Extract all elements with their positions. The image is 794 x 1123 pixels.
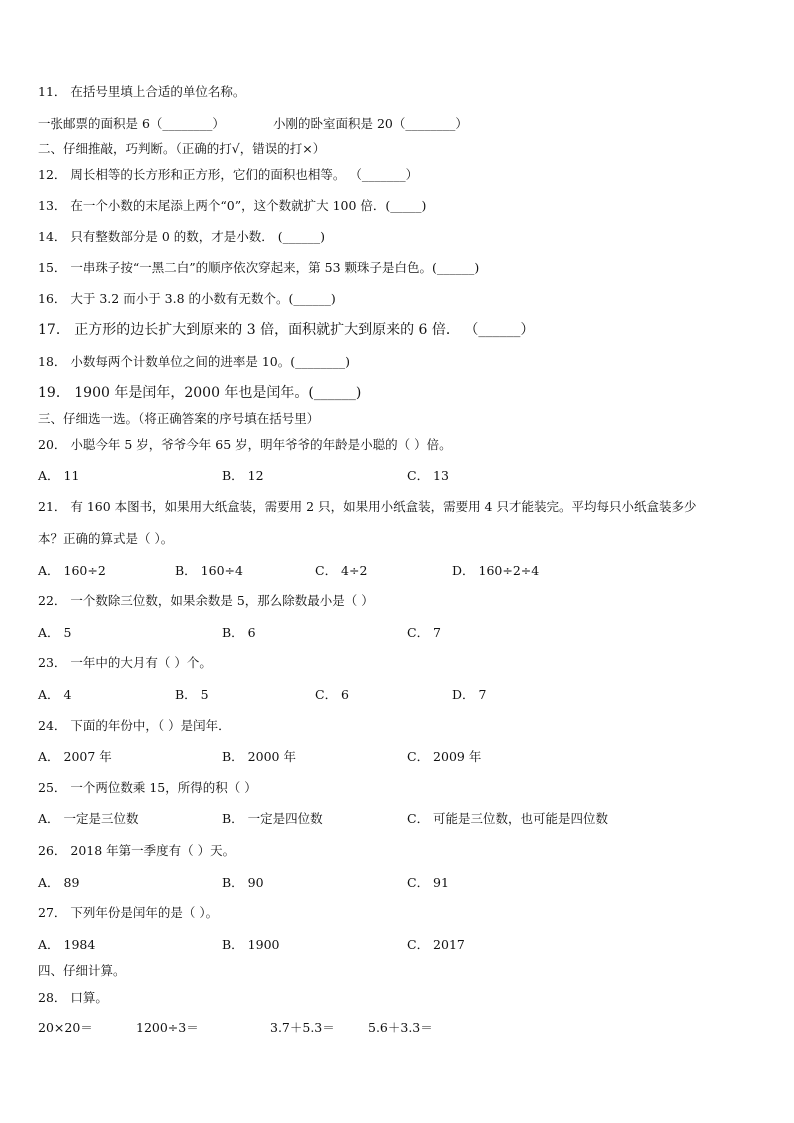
q28-item-2: 1200÷3＝ [136,1020,199,1035]
q11-part-a: 一张邮票的面积是 6（________） [38,116,225,131]
q24-option-a: A． 2007 年 [38,749,112,764]
q21-option-d: D． 160÷2÷4 [452,563,540,578]
q28-item-1: 20×20＝ [38,1020,93,1035]
q13: 13． 在一个小数的末尾添上两个“0”，这个数就扩大 100 倍．(_____) [38,198,427,213]
q23-option-c: C． 6 [315,687,349,702]
q27-option-c: C． 2017 [407,937,465,952]
q25-option-b: B． 一定是四位数 [222,811,323,826]
q26-option-b: B． 90 [222,875,264,890]
q20-option-c: C． 13 [407,468,449,483]
q21-option-c: C． 4÷2 [315,563,368,578]
q24-option-b: B． 2000 年 [222,749,296,764]
q23-option-b: B． 5 [175,687,209,702]
q26-stem: 26． 2018 年第一季度有（ ）天。 [38,843,236,858]
q19: 19． 1900 年是闰年，2000 年也是闰年。(______) [38,385,362,401]
q26-option-a: A． 89 [38,875,80,890]
q22-option-b: B． 6 [222,625,256,640]
q27-option-a: A． 1984 [38,937,96,952]
q25-option-a: A． 一定是三位数 [38,811,139,826]
section-4-header: 四、仔细计算。 [38,963,126,978]
q14: 14． 只有整数部分是 0 的数，才是小数． (______) [38,229,326,244]
q15: 15． 一串珠子按“一黑二白”的顺序依次穿起来，第 53 颗珠子是白色。(______) [38,260,480,275]
q20-option-b: B． 12 [222,468,264,483]
section-3-header: 三、仔细选一选。（将正确答案的序号填在括号里） [38,411,320,426]
q21-option-b: B． 160÷4 [175,563,243,578]
q22-stem: 22． 一个数除三位数，如果余数是 5，那么除数最小是（ ） [38,593,374,608]
q11-part-b: 小刚的卧室面积是 20（________） [273,116,468,131]
q20-stem: 20． 小聪今年 5 岁，爷爷今年 65 岁，明年爷爷的年龄是小聪的（ ）倍。 [38,437,452,452]
q22-option-c: C． 7 [407,625,441,640]
q25-stem: 25． 一个两位数乘 15，所得的积（ ） [38,780,257,795]
q28-title: 28． 口算。 [38,990,108,1005]
q21-option-a: A． 160÷2 [38,563,106,578]
q27-option-b: B． 1900 [222,937,280,952]
q27-stem: 27． 下列年份是闰年的是（ ）。 [38,905,219,920]
q21-stem-line-2: 本？正确的算式是（ ）。 [38,531,174,546]
q23-option-a: A． 4 [38,687,72,702]
q16: 16． 大于 3.2 而小于 3.8 的小数有无数个。(______) [38,291,336,306]
q23-stem: 23． 一年中的大月有（ ）个。 [38,655,212,670]
q12: 12． 周长相等的长方形和正方形，它们的面积也相等。 （_______） [38,167,419,182]
q20-option-a: A． 11 [38,468,80,483]
q24-option-c: C． 2009 年 [407,749,482,764]
q17: 17． 正方形的边长扩大到原来的 3 倍，面积就扩大到原来的 6 倍． （______） [38,322,535,338]
q28-item-3: 3.7＋5.3＝ [270,1020,335,1035]
q18: 18． 小数每两个计数单位之间的进率是 10。(________) [38,354,351,369]
q24-stem: 24． 下面的年份中，（ ）是闰年． [38,718,231,733]
q21-stem-line-1: 21． 有 160 本图书，如果用大纸盒装，需要用 2 只，如果用小纸盒装，需要用 4 只才能装完。平均每只小纸盒装多少 [38,499,697,514]
q26-option-c: C． 91 [407,875,449,890]
q11-title: 11． 在括号里填上合适的单位名称。 [38,84,246,99]
q25-option-c: C． 可能是三位数，也可能是四位数 [407,811,609,826]
section-2-header: 二、仔细推敲，巧判断。（正确的打√，错误的打×） [38,141,326,156]
q28-item-4: 5.6＋3.3＝ [368,1020,433,1035]
q23-option-d: D． 7 [452,687,487,702]
q22-option-a: A． 5 [38,625,72,640]
